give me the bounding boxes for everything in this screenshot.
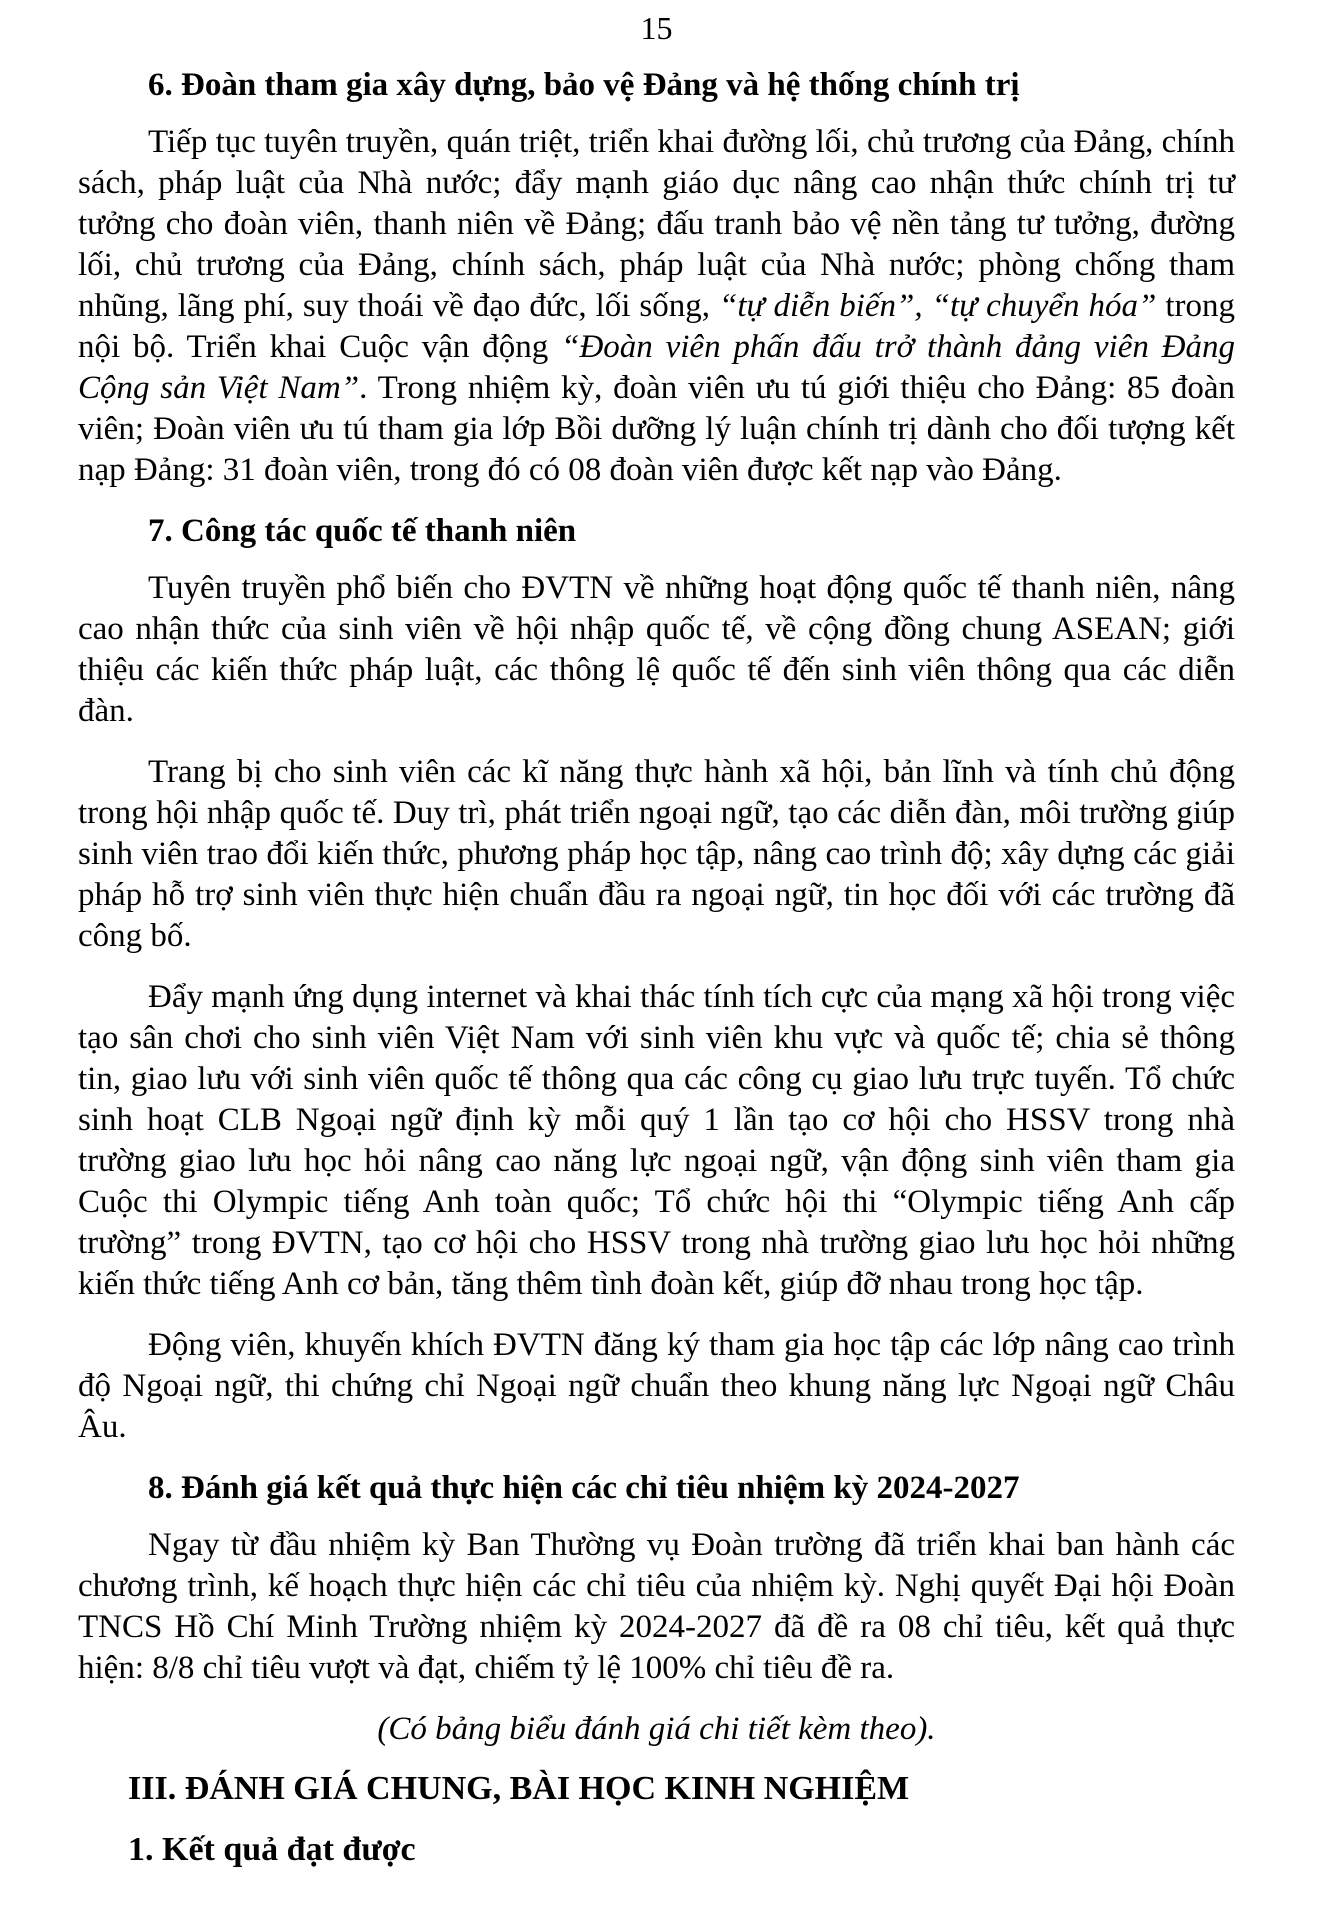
attachment-note: (Có bảng biểu đánh giá chi tiết kèm theo). bbox=[377, 1711, 936, 1747]
text-run: . Trong nhiệm kỳ, đoàn viên ưu tú giới thiệu cho Đảng: 85 đoàn viên; Đoàn viên ưu tú tham gia lớp Bồi dưỡng lý luận chính trị dành cho đối tượng kết nạp Đảng: 31 đoàn viên, trong đó có 08 đoàn viên được kết nạp vào Đảng. bbox=[78, 370, 1235, 488]
text-run-italic: “Đoàn viên phấn đấu trở thành đảng viên Đảng Cộng sản Việt Nam” bbox=[78, 329, 1236, 406]
section-6-heading: 6. Đoàn tham gia xây dựng, bảo vệ Đảng và hệ thống chính trị bbox=[148, 67, 1020, 103]
section-7-heading: 7. Công tác quốc tế thanh niên bbox=[148, 513, 577, 549]
page-number: 15 bbox=[640, 10, 673, 46]
section-8-heading: 8. Đánh giá kết quả thực hiện các chỉ tiêu nhiệm kỳ 2024-2027 bbox=[148, 1470, 1020, 1506]
text-run: Tiếp tục tuyên truyền, quán triệt, triển khai đường lối, chủ trương của Đảng, chính sách, pháp luật của Nhà nước; đẩy mạnh giáo dục nâng cao nhận thức chính trị tư tưởng cho đoàn viên, thanh niên về Đảng; đấu tranh bảo vệ nền tảng tư tưởng, đường lối, chủ trương của Đảng, chính sách, pháp luật của Nhà nước; phòng chống tham nhũng, lãng phí, suy thoái về đạo đức, lối sống, bbox=[78, 124, 1235, 324]
section-7-paragraph-1: Tuyên truyền phổ biến cho ĐVTN về những hoạt động quốc tế thanh niên, nâng cao nhận thức của sinh viên về hội nhập quốc tế, về cộng đồng chung ASEAN; giới thiệu các kiến thức pháp luật, các thông lệ quốc tế đến sinh viên thông qua các diễn đàn. bbox=[78, 570, 1235, 729]
section-iii-heading: III. ĐÁNH GIÁ CHUNG, BÀI HỌC KINH NGHIỆM bbox=[128, 1770, 910, 1807]
text-run: trong nội bộ. Triển khai Cuộc vận động bbox=[78, 288, 1235, 365]
section-8-paragraph-1: Ngay từ đầu nhiệm kỳ Ban Thường vụ Đoàn trường đã triển khai ban hành các chương trình, kế hoạch thực hiện các chỉ tiêu của nhiệm kỳ. Nghị quyết Đại hội Đoàn TNCS Hồ Chí Minh Trường nhiệm kỳ 2024-2027 đã đề ra 08 chỉ tiêu, kết quả thực hiện: 8/8 chỉ tiêu vượt và đạt, chiếm tỷ lệ 100% chỉ tiêu đề ra. bbox=[78, 1527, 1235, 1686]
text-run-italic: “tự diễn biến”, “tự chuyển hóa” bbox=[718, 288, 1157, 324]
subsection-1-heading: 1. Kết quả đạt được bbox=[128, 1831, 416, 1868]
section-6-paragraph-1 bbox=[78, 122, 1235, 491]
section-7-paragraph-3: Đẩy mạnh ứng dụng internet và khai thác tính tích cực của mạng xã hội trong việc tạo sân chơi cho sinh viên Việt Nam với sinh viên khu vực và quốc tế; chia sẻ thông tin, giao lưu với sinh viên quốc tế thông qua các công cụ giao lưu trực tuyến. Tổ chức sinh hoạt CLB Ngoại ngữ định kỳ mỗi quý 1 lần tạo cơ hội cho HSSV trong nhà trường giao lưu học hỏi nâng cao năng lực ngoại ngữ, vận động sinh viên tham gia Cuộc thi Olympic tiếng Anh toàn quốc; Tổ chức hội thi “Olympic tiếng Anh cấp trường” trong ĐVTN, tạo cơ hội cho HSSV trong nhà trường giao lưu học hỏi những kiến thức tiếng Anh cơ bản, tăng thêm tình đoàn kết, giúp đỡ nhau trong học tập. bbox=[78, 979, 1235, 1302]
section-7-paragraph-4: Động viên, khuyến khích ĐVTN đăng ký tham gia học tập các lớp nâng cao trình độ Ngoại ngữ, thi chứng chỉ Ngoại ngữ chuẩn theo khung năng lực Ngoại ngữ Châu Âu. bbox=[78, 1327, 1235, 1445]
section-7-paragraph-2: Trang bị cho sinh viên các kĩ năng thực hành xã hội, bản lĩnh và tính chủ động trong hội nhập quốc tế. Duy trì, phát triển ngoại ngữ, tạo các diễn đàn, môi trường giúp sinh viên trao đổi kiến thức, phương pháp học tập, nâng cao trình độ; xây dựng các giải pháp hỗ trợ sinh viên thực hiện chuẩn đầu ra ngoại ngữ, tin học đối với các trường đã công bố. bbox=[78, 754, 1235, 954]
